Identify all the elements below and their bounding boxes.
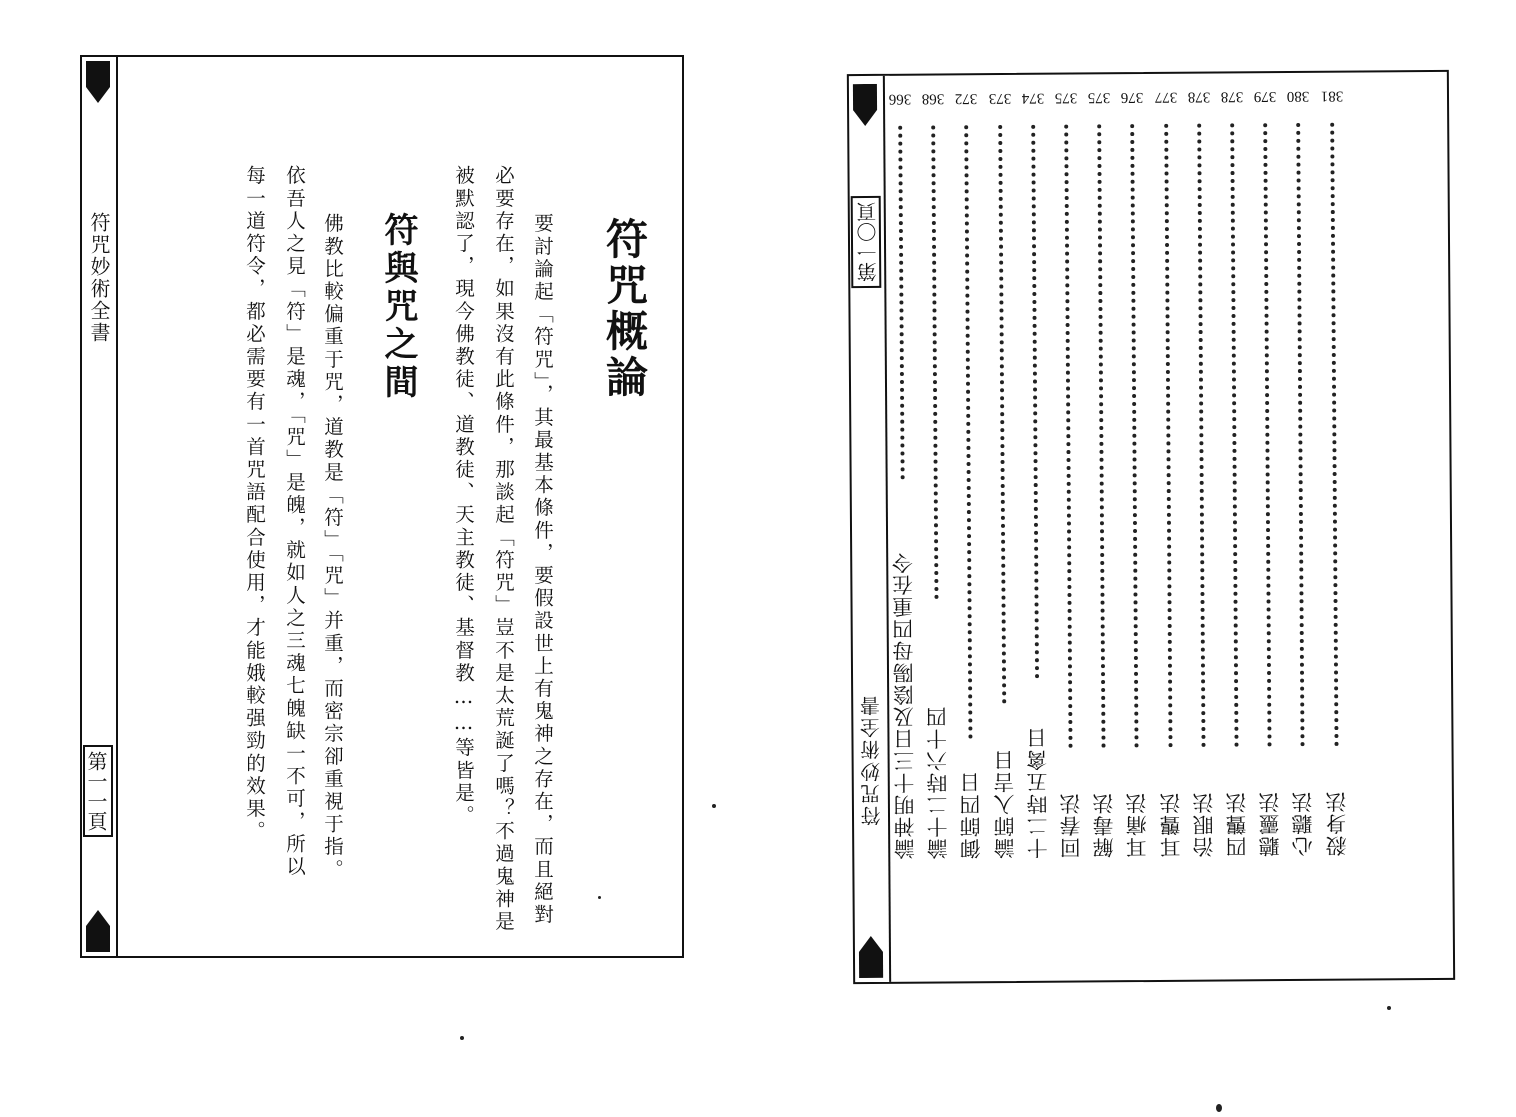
paragraph-2-line-3: 每一道符令，都必需要有一首咒語配合使用，才能娥較强勁的效果。 <box>243 165 266 843</box>
toc-page-number: 377 <box>1154 88 1177 105</box>
toc-page-number: 366 <box>888 90 912 107</box>
scan-speck <box>1216 1104 1222 1112</box>
toc-leader-dots <box>1230 123 1242 747</box>
toc-label: 聽靈法 <box>1258 791 1283 858</box>
paragraph-1-line-2: 必要存在，如果沒有此條件，那談起「符咒」豈不是太荒誕了嗎？不過鬼神是 <box>492 165 515 934</box>
toc-page-number: 378 <box>1220 88 1244 105</box>
toc-entry <box>1018 89 1054 919</box>
book-title: 符咒妙術全書 <box>859 693 885 827</box>
paragraph-2-line-1: 佛教比較偏重于咒，道教是「符」「咒」并重，而密宗卻重視于指。 <box>321 213 344 882</box>
toc-leader-dots <box>1263 123 1275 747</box>
toc-page-number: 368 <box>921 90 945 107</box>
toc-entry <box>1151 88 1187 918</box>
toc-page-number: 378 <box>1187 88 1211 105</box>
toc-label: 心聽法 <box>1291 790 1316 858</box>
toc-page-number: 372 <box>955 90 978 107</box>
paragraph-2-line-2: 依吾人之見「符」是魂，「咒」是魄，就如人之三魂七魄缺一不可，所以 <box>283 165 306 879</box>
toc-entry <box>885 90 921 920</box>
toc-leader-dots <box>1064 125 1076 749</box>
right-page <box>847 70 1455 984</box>
toc-leader-dots <box>998 125 1010 704</box>
scan-speck <box>598 896 601 899</box>
scan-speck <box>712 804 716 808</box>
book-title: 符咒妙術全書 <box>87 212 111 344</box>
left-side-strip <box>82 57 118 956</box>
page-number: 第一〇頁 <box>851 196 882 288</box>
toc-page-number: 374 <box>1021 89 1045 106</box>
paragraph-1-line-1: 要討論起「符咒」，其最基本條件，要假設世上有鬼神之存在，而且絕對 <box>531 213 554 927</box>
toc-entry <box>951 89 987 919</box>
toc-label: 回春法 <box>1058 792 1084 859</box>
toc-entry <box>985 89 1021 919</box>
paragraph-1-line-3: 被默認了，現今佛教徒、道教徒、天主教徒、基督教……等皆是。 <box>452 165 475 828</box>
toc-label: 御師四日 <box>959 771 984 860</box>
toc-page-number: 376 <box>1121 89 1144 106</box>
toc-label: 解毒法 <box>1092 792 1117 859</box>
toc-entry <box>1283 87 1319 917</box>
toc-label: 治眼法 <box>1191 791 1217 858</box>
toc-label: 論師入吉日 <box>992 748 1017 860</box>
toc-entry <box>1217 87 1253 917</box>
toc-page-number: 375 <box>1087 89 1111 106</box>
section-title: 符與咒之間 <box>378 212 418 402</box>
chapter-title: 符咒概論 <box>600 217 649 401</box>
toc-leader-dots <box>931 125 942 599</box>
toc-page-number: 380 <box>1287 87 1310 105</box>
toc-leader-dots <box>1031 125 1043 679</box>
toc-entry <box>1184 88 1220 918</box>
toc-leader-dots <box>965 125 977 739</box>
left-page <box>80 55 684 958</box>
toc-entry <box>918 89 954 919</box>
toc-entry <box>1250 87 1286 917</box>
toc-label: 耳聾法 <box>1158 791 1183 858</box>
toc-leader-dots <box>1197 124 1209 748</box>
toc-entry <box>1117 88 1153 918</box>
arrow-down-icon <box>84 61 112 105</box>
toc-label: 耳痛法 <box>1125 792 1150 859</box>
page-number: 第一一頁 <box>83 745 113 837</box>
toc-page-number: 381 <box>1320 87 1343 104</box>
toc-leader-dots <box>1330 123 1342 747</box>
toc-leader-dots <box>1164 124 1176 748</box>
toc-label: 殺身法 <box>1324 790 1349 857</box>
toc-label: 論神明十三日及陰陽母四重在令 <box>891 551 918 860</box>
toc-page-number: 373 <box>988 89 1011 107</box>
toc-leader-dots <box>898 126 908 480</box>
toc-leader-dots <box>1097 124 1109 748</box>
toc-page-number: 379 <box>1253 88 1277 105</box>
toc-leader-dots <box>1297 123 1309 747</box>
scan-speck <box>1387 1006 1391 1010</box>
toc-label: 論十二時六十四 <box>925 705 951 860</box>
toc-label: 十二時五禽日 <box>1025 726 1051 859</box>
toc-entry <box>1051 88 1087 918</box>
arrow-up-icon <box>84 908 112 952</box>
arrow-up-icon <box>857 934 885 978</box>
toc-page-number: 375 <box>1054 89 1078 106</box>
scan-speck <box>460 1036 464 1040</box>
toc-leader-dots <box>1131 124 1143 748</box>
toc-entry <box>1317 87 1353 917</box>
toc-entry <box>1084 88 1120 918</box>
arrow-down-icon <box>851 84 879 128</box>
toc-label: 四聾法 <box>1224 791 1250 858</box>
